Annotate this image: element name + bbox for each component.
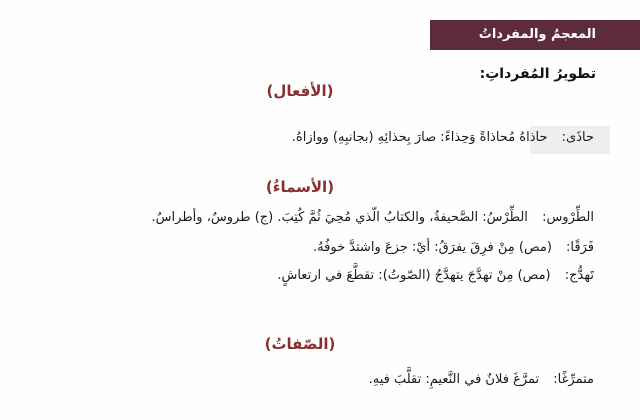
- vocab-entry: [313, 240, 594, 255]
- section-title-adjectives: (الصّفاتُ): [264, 335, 336, 353]
- vocab-entry: [369, 372, 594, 387]
- vocab-word: الطِّرْوس:: [542, 210, 594, 225]
- vocabulary-subheading: تطويرُ المُفرداتِ:: [479, 66, 596, 82]
- vocab-definition: حاذاهُ مُحاذاةً وَحِذاءً: صارَ بِحذائِهِ (بجانبِهِ) ووازاهُ.: [291, 130, 548, 145]
- section-title-verbs: (الأفعال): [266, 82, 334, 100]
- vocab-word: تَهدُّج:: [564, 268, 594, 283]
- vocab-definition: (مص) مِنْ فرِقَ يفرَقُ: أيْ: جزعَ واشتدَّ خوفُهُ.: [313, 240, 552, 255]
- chapter-banner: [430, 20, 640, 50]
- vocab-word: حاذَى:: [561, 130, 594, 145]
- section-title-nouns: (الأسماءُ): [265, 178, 335, 196]
- vocab-entry: [292, 130, 594, 145]
- vocab-word: متمرِّغًا:: [553, 372, 594, 387]
- chapter-banner-title: المعجمُ والمفرداتُ: [478, 27, 596, 42]
- vocab-definition: الطِّرْسُ: الصَّحيفةُ، والكتابُ الّذي مُحِيَ ثُمَّ كُتِبَ. (ج) طروسٌ، وأطراسٌ.: [151, 210, 528, 225]
- vocab-entry: [277, 268, 594, 283]
- vocab-definition: تمرَّغَ فلانٌ في النَّعيمِ: تقلَّبَ فيهِ.: [368, 372, 540, 387]
- vocab-definition: (مص) مِنْ تهدَّجَ يتهدَّجُ (الصّوتُ): تقطَّعَ في ارتعاشٍ.: [277, 268, 551, 283]
- vocab-entry: [152, 210, 594, 225]
- vocab-word: فَرَقًا:: [566, 240, 594, 255]
